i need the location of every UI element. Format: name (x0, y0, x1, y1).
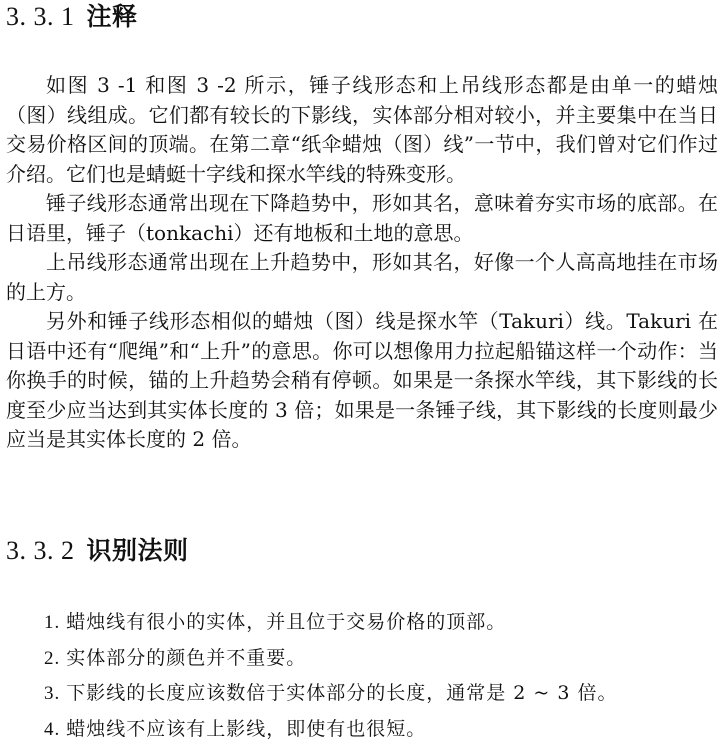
paragraph: 另外和锤子线形态相似的蜡烛（图）线是探水竿（Takuri）线。Takuri 在日语中还有“爬绳”和“上升”的意思。你可以想像用力拉起船锚这样一个动作：当你换手的时候，锚的上升趋势会稍有停顿。如果是一条探水竿线，其下影线的长度至少应当达到其实体长度的 3 倍；如果是一条锤子线，其下影线的长度则最少应当是其实体长度的 2 倍。 (6, 307, 718, 455)
section-title: 注释 (87, 2, 138, 31)
paragraph: 锤子线形态通常出现在下降趋势中，形如其名，意味着夯实市场的底部。在日语里，锤子（tonkachi）还有地板和土地的意思。 (6, 189, 718, 248)
list-item-text: 下影线的长度应该数倍于实体部分的长度，通常是 2 ~ 3 倍。 (66, 682, 617, 704)
paragraph: 上吊线形态通常出现在上升趋势中，形如其名，好像一个人高高地挂在市场的上方。 (6, 248, 718, 307)
recognition-rules-list (44, 605, 714, 747)
list-item (44, 676, 714, 712)
list-item-number: 3. (44, 683, 60, 704)
section-heading-rules (6, 534, 189, 568)
list-item-number: 4. (44, 719, 60, 740)
list-item-text: 蜡烛线有很小的实体，并且位于交易价格的顶部。 (66, 611, 506, 633)
list-item-number: 1. (44, 612, 60, 633)
list-item-number: 2. (44, 648, 60, 669)
section-heading-notes (6, 0, 138, 34)
paragraph: 如图 3 -1 和图 3 -2 所示，锤子线形态和上吊线形态都是由单一的蜡烛（图）线组成。它们都有较长的下影线，实体部分相对较小，并主要集中在当日交易价格区间的顶端。在第二章“纸伞蜡烛（图）线”一节中，我们曾对它们作过介绍。它们也是蜻蜓十字线和探水竿线的特殊变形。 (6, 71, 718, 189)
list-item-text: 实体部分的颜色并不重要。 (66, 647, 306, 669)
list-item (44, 605, 714, 641)
list-item-text: 蜡烛线不应该有上影线，即使有也很短。 (66, 718, 426, 740)
section-number: 3. 3. 2 (6, 536, 75, 565)
notes-body (6, 71, 718, 455)
list-item (44, 712, 714, 747)
list-item (44, 641, 714, 677)
section-number: 3. 3. 1 (6, 2, 75, 31)
section-title: 识别法则 (87, 536, 189, 565)
